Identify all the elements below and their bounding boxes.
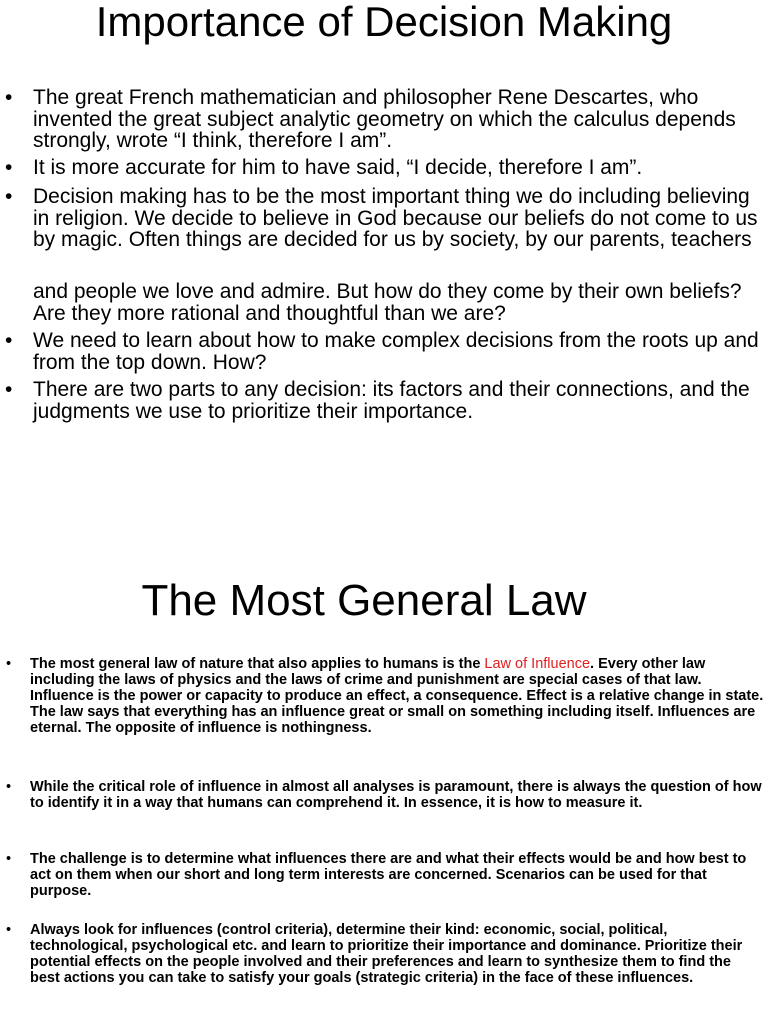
bullet-marker: • [5, 156, 13, 179]
bullet1-text-end: . Every other law including the laws of physics and the laws of crime and punishment are special cases of that law. Influence is the power or capacity to produce an effect, a consequence. Effect is a relative change in state. The law says that everything has an influence great or small on something including itself. Influences are eternal. The opposite of influence is nothingness. [30, 656, 764, 736]
bullet-marker: • [6, 779, 12, 795]
slide2-title: The Most General Law [141, 576, 587, 625]
slide1-bullet-text: It is more accurate for him to have said, “I decide, therefore I am”. [33, 156, 643, 179]
bullet1-text-start: The most general law of nature that also applies to humans is the [30, 656, 485, 672]
bullet-marker: • [6, 851, 12, 867]
slide1-bullet-text: We need to learn about how to make complex decisions from the roots up and from the top down. How? [33, 329, 759, 374]
slide1-bullet-text: The great French mathematician and philosopher Rene Descartes, who invented the great subject analytic geometry on which the calculus depends strongly, wrote “I think, therefore I am”. [33, 86, 736, 152]
slide2-bullet-text [30, 656, 764, 736]
slide1-continuation-text: and people we love and admire. But how do they come by their own beliefs? Are they more rational and thoughtful than we are? [33, 280, 742, 325]
slide2-bullet-text: The challenge is to determine what influences there are and what their effects would be and how best to act on them when our short and long term interests are concerned. Scenarios can be used for that purpose. [30, 851, 747, 899]
bullet-marker: • [5, 329, 13, 352]
slide2-bullet-text: Always look for influences (control criteria), determine their kind: economic, social, political, technological, psychological etc. and learn to prioritize their importance and dominance. Prioritize their potential effects on the people involved and their preferences and learn to synthesize them to find the best actions you can take to satisfy your goals (strategic criteria) in the face of these influences. [30, 922, 743, 986]
slide1-bullet-text: There are two parts to any decision: its factors and their connections, and the judgments we use to prioritize their importance. [33, 378, 750, 423]
bullet-marker: • [5, 86, 13, 109]
bullet-marker: • [5, 185, 13, 208]
slide1-title: Importance of Decision Making [95, 0, 673, 45]
law-of-influence-highlight: Law of Influence [484, 656, 591, 672]
bullet-marker: • [5, 378, 13, 401]
bullet-marker: • [6, 656, 12, 672]
bullet-marker: • [6, 922, 12, 938]
slide1-bullet-text: Decision making has to be the most important thing we do including believing in religion. We decide to believe in God because our beliefs do not come to us by magic. Often things are decided for us by society, by our parents, teachers [33, 185, 758, 251]
slide2-bullet-text: While the critical role of influence in almost all analyses is paramount, there is always the question of how to identify it in a way that humans can comprehend it. In essence, it is how to measure it. [30, 779, 762, 811]
